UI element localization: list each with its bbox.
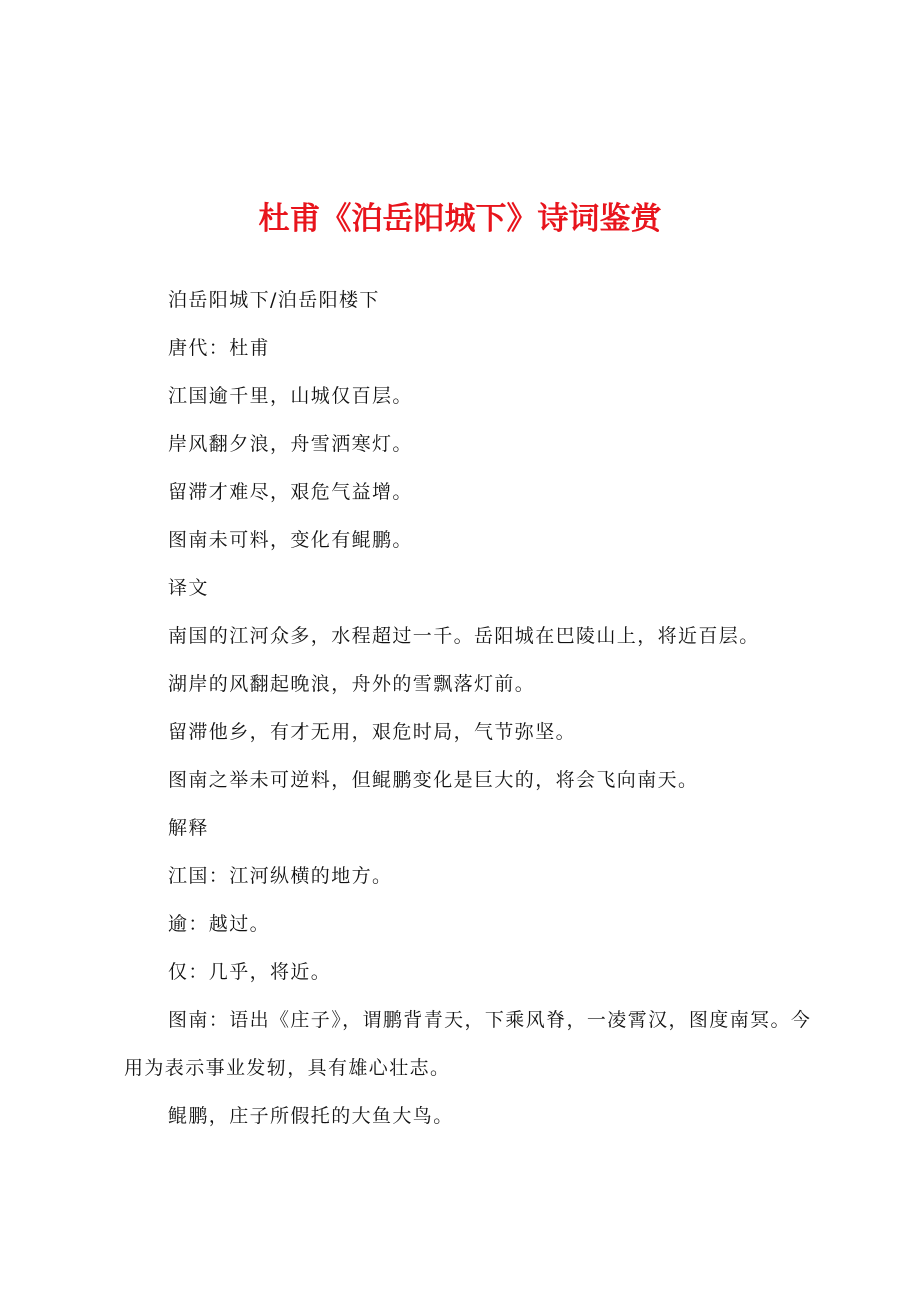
poem-verse-1: 江国逾千里，山城仅百层。 <box>168 385 413 407</box>
poem-title-line: 泊岳阳城下/泊岳阳楼下 <box>168 289 380 311</box>
explanation-item: 江国：江河纵横的地方。 <box>168 865 393 887</box>
explanation-item: 图南：语出《庄子》，谓鹏背青天，下乘风脊，一凌霄汉，图度南冥。今用为表示事业发轫，具有雄心壮志。 <box>124 1009 812 1079</box>
poem-verse-4: 图南未可料，变化有鲲鹏。 <box>168 529 413 551</box>
poem-verse-3: 留滞才难尽，艰危气益增。 <box>168 481 413 503</box>
translation-heading: 译文 <box>168 577 209 599</box>
translation-line-1: 南国的江河众多，水程超过一千。岳阳城在巴陵山上，将近百层。 <box>168 625 760 647</box>
explanation-item: 仅：几乎，将近。 <box>168 961 332 983</box>
translation-line-2: 湖岸的风翻起晚浪，舟外的雪飘落灯前。 <box>168 673 536 695</box>
explanation-item: 鲲鹏，庄子所假托的大鱼大鸟。 <box>168 1105 454 1127</box>
poem-verse-2: 岸风翻夕浪，舟雪洒寒灯。 <box>168 433 413 455</box>
poem-author-line: 唐代：杜甫 <box>168 337 271 359</box>
translation-line-3: 留滞他乡，有才无用，艰危时局，气节弥坚。 <box>168 721 577 743</box>
explanation-heading: 解释 <box>168 817 209 839</box>
explanation-item: 逾：越过。 <box>168 913 271 935</box>
document-title: 杜甫《泊岳阳城下》诗词鉴赏 <box>258 201 662 237</box>
document-body <box>124 276 824 1140</box>
translation-line-4: 图南之举未可逆料，但鲲鹏变化是巨大的，将会飞向南天。 <box>168 769 699 791</box>
